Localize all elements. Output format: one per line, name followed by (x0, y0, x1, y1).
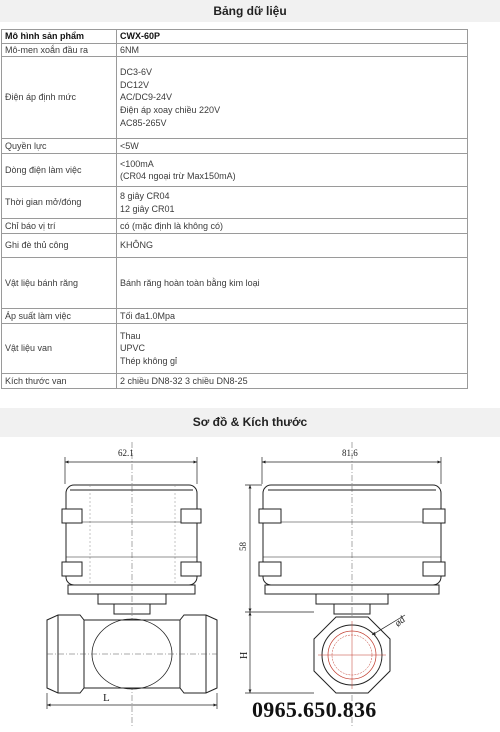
spec-row (2, 57, 468, 139)
spec-value-cell (117, 43, 468, 57)
spec-value: UPVC (120, 343, 146, 354)
spec-label: Quyền lực (2, 139, 117, 154)
spec-value-cell (117, 309, 468, 324)
dim-actuator-height: 58 (238, 542, 248, 551)
spec-value: <5W (120, 140, 139, 151)
spec-value-cell (117, 139, 468, 154)
spec-value-cell (117, 234, 468, 258)
dim-front-width: 62.1 (118, 448, 134, 458)
dim-side-width: 81.6 (342, 448, 358, 458)
spec-table (1, 29, 468, 389)
spec-value-cell (117, 30, 468, 44)
spec-value: 6NM (120, 44, 140, 55)
spec-label: Mô hình sản phẩm (2, 30, 117, 44)
spec-value: AC/DC9-24V (120, 92, 173, 103)
front-view (47, 442, 217, 727)
section-band (0, 408, 500, 437)
spec-row (2, 258, 468, 309)
spec-label: Dòng điện làm việc (2, 154, 117, 187)
spec-value: Thau (120, 330, 141, 341)
dim-valve-height: H (239, 651, 250, 659)
spec-label: Kích thước van (2, 374, 117, 389)
spec-value: 12 giây CR01 (120, 203, 175, 214)
spec-value-cell (117, 258, 468, 309)
spec-value: KHÔNG (120, 240, 154, 251)
spec-label: Vật liệu van (2, 324, 117, 374)
spec-value-cell (117, 374, 468, 389)
dimension-drawing (0, 437, 500, 732)
spec-row (2, 374, 468, 389)
spec-value: 8 giây CR04 (120, 191, 170, 202)
side-view (245, 442, 445, 727)
spec-row (2, 309, 468, 324)
spec-value: Tối đa1.0Mpa (120, 310, 176, 321)
spec-value-cell (117, 154, 468, 187)
dim-length-label: L (103, 692, 110, 704)
spec-value: 2 chiều DN8-32 3 chiều DN8-25 (120, 375, 248, 386)
spec-label: Áp suất làm việc (2, 309, 117, 324)
spec-row (2, 139, 468, 154)
spec-value-cell (117, 324, 468, 374)
spec-value-cell (117, 219, 468, 234)
spec-value: DC12V (120, 79, 150, 90)
spec-value-cell (117, 187, 468, 219)
spec-value: Thép không gỉ (120, 355, 178, 366)
spec-value: AC85-265V (120, 117, 167, 128)
spec-row (2, 30, 468, 44)
spec-value: Điện áp xoay chiều 220V (120, 104, 221, 115)
spec-label: Mô-men xoắn đầu ra (2, 43, 117, 57)
header-band (0, 0, 500, 22)
spec-row (2, 187, 468, 219)
dim-diameter: ød (392, 614, 408, 630)
spec-value: Bánh răng hoàn toàn bằng kim loại (120, 277, 260, 288)
spec-label: Điện áp định mức (2, 57, 117, 139)
page-title: Bảng dữ liệu (213, 4, 287, 18)
spec-label: Chỉ báo vị trí (2, 219, 117, 234)
spec-value-cell (117, 57, 468, 139)
spec-label: Vật liệu bánh răng (2, 258, 117, 309)
spec-label: Ghi đè thủ công (2, 234, 117, 258)
spec-value: <100mA (120, 158, 154, 169)
spec-value: CWX-60P (120, 31, 161, 41)
spec-value: DC3-6V (120, 67, 153, 78)
section-title: Sơ đồ & Kích thước (192, 415, 308, 429)
spec-row (2, 234, 468, 258)
spec-row (2, 43, 468, 57)
contact-phone: 0965.650.836 (252, 697, 377, 722)
spec-row (2, 154, 468, 187)
spec-row (2, 219, 468, 234)
spec-value: có (mặc định là không có) (120, 220, 224, 231)
spec-label: Thời gian mở/đóng (2, 187, 117, 219)
spec-value: (CR04 ngoại trừ Max150mA) (120, 171, 236, 182)
spec-row (2, 324, 468, 374)
